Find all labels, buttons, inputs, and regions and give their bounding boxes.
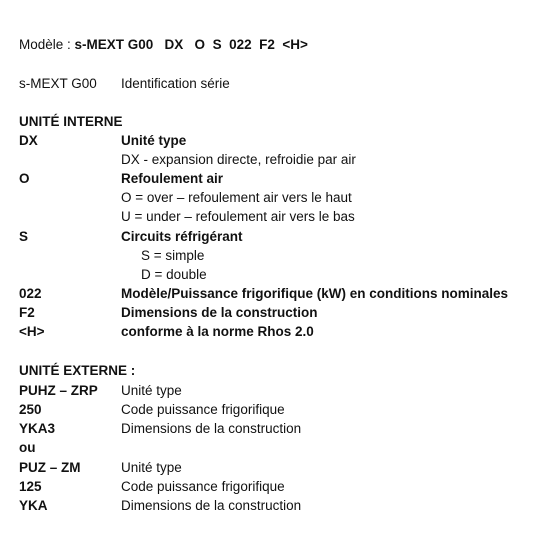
external-label-yka3: Dimensions de la construction [121,421,302,436]
internal-desc-over: O = over – refoulement air vers le haut [121,190,352,205]
internal-code-dx: DX [19,133,38,148]
external-code-250: 250 [19,402,42,417]
internal-desc-simple: S = simple [141,248,205,263]
external-code-puz: PUZ – ZM [19,460,81,475]
internal-title-f2: Dimensions de la construction [121,305,318,320]
external-code-puhz: PUHZ – ZRP [19,383,98,398]
internal-code-f2: F2 [19,305,35,320]
internal-desc-dx: DX - expansion directe, refroidie par air [121,152,356,167]
external-heading: UNITÉ EXTERNE : [19,363,136,378]
external-code-yka: YKA [19,498,48,513]
external-or: ou [19,440,36,455]
internal-code-h: <H> [19,324,45,339]
internal-title-h: conforme à la norme Rhos 2.0 [121,324,314,339]
model-prefix: Modèle : [19,37,75,52]
internal-title-s: Circuits réfrigérant [121,229,243,244]
external-code-125: 125 [19,479,42,494]
series-code: s-MEXT G00 [19,76,97,91]
internal-title-dx: Unité type [121,133,187,148]
external-label-125: Code puissance frigorifique [121,479,285,494]
internal-code-022: 022 [19,286,42,301]
external-code-yka3: YKA3 [19,421,56,436]
internal-title-o: Refoulement air [121,171,224,186]
internal-heading: UNITÉ INTERNE [19,114,123,129]
series-label: Identification série [121,76,230,91]
external-label-250: Code puissance frigorifique [121,402,285,417]
internal-desc-under: U = under – refoulement air vers le bas [121,209,355,224]
model-line [19,37,308,53]
internal-desc-double: D = double [141,267,207,282]
internal-code-o: O [19,171,30,186]
external-label-yka: Dimensions de la construction [121,498,302,513]
model-code: s-MEXT G00 DX O S 022 F2 <H> [74,37,308,52]
external-label-puhz: Unité type [121,383,182,398]
external-label-puz: Unité type [121,460,182,475]
internal-title-022: Modèle/Puissance frigorifique (kW) en conditions nominales [121,286,509,301]
internal-code-s: S [19,229,29,244]
